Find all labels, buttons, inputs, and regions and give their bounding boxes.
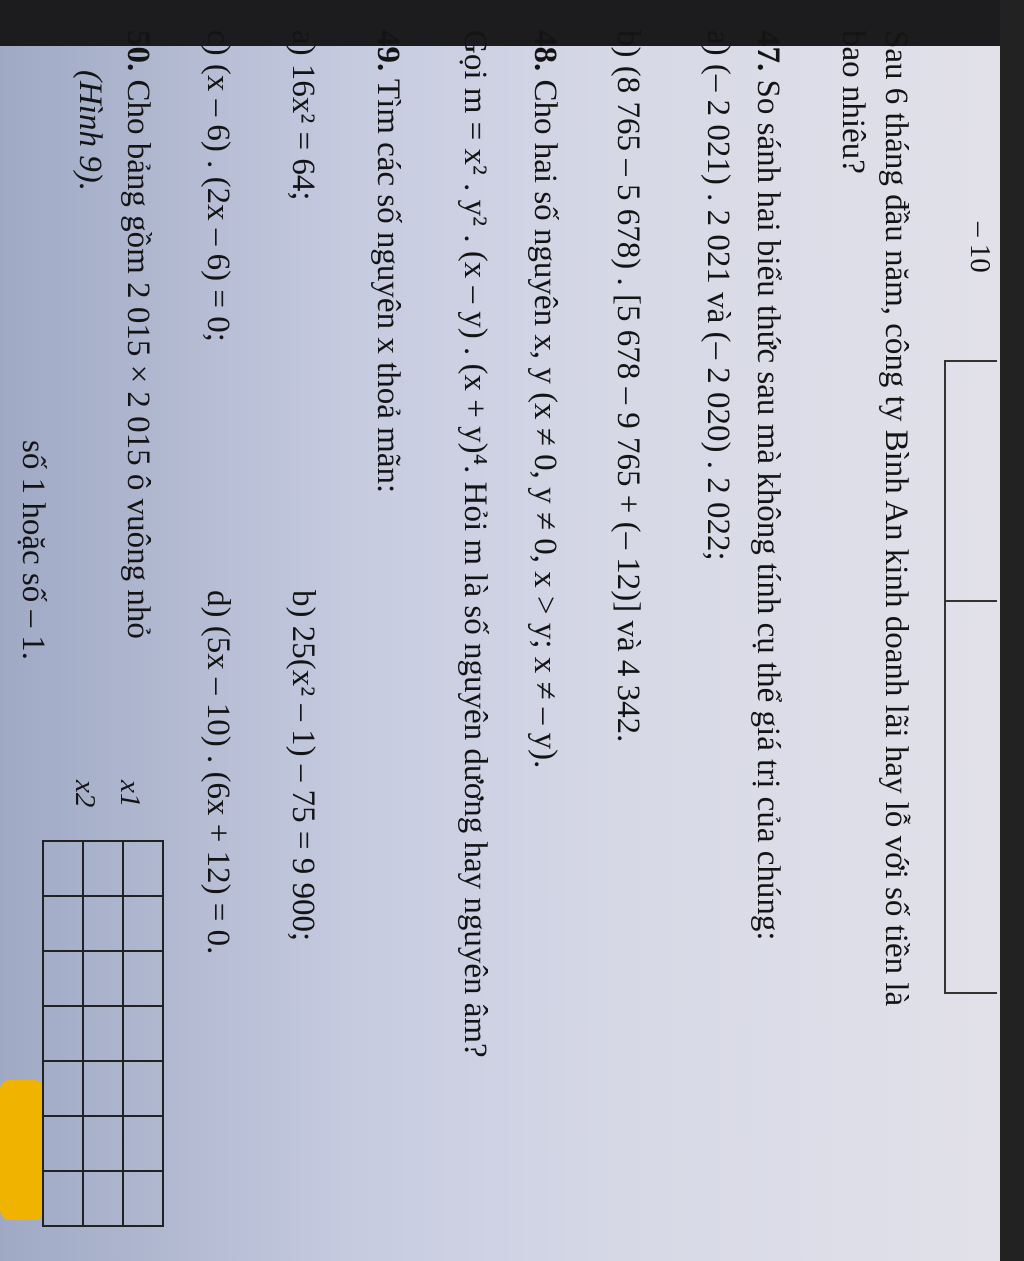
grid-cell <box>123 951 163 1006</box>
problem-50-figure-ref: (Hình 9). <box>72 70 108 191</box>
grid-label-x2: x2 <box>69 780 101 808</box>
problem-50-partial: số 1 hoặc số – 1. <box>15 440 51 660</box>
problem-47-number: 47. <box>750 30 786 72</box>
grid-row <box>43 841 83 1226</box>
grid-cell <box>83 1116 123 1171</box>
grid-row <box>123 841 163 1226</box>
grid-row <box>83 841 123 1226</box>
problem-47-stem: So sánh hai biểu thức sau mà không tính cụ thể giá trị của chúng: <box>750 79 786 941</box>
problem-46-line1: Sau 6 tháng đầu năm, công ty Bình An kinh doanh lãi hay lỗ với số tiền là <box>878 30 914 1007</box>
grid-cell <box>43 951 83 1006</box>
table-divider <box>946 600 997 602</box>
problem-47-b: b) (8 765 – 5 678) . [5 678 – 9 765 + (– 12)] và 4 342. <box>610 30 646 743</box>
problem-49-d: d) (5x – 10) . (6x + 12) = 0. <box>200 590 236 955</box>
grid-cell <box>43 1116 83 1171</box>
problem-48-number: 48. <box>527 30 563 72</box>
problem-49-b: b) 25(x² – 1) – 75 = 9 900; <box>285 590 321 942</box>
grid-cell <box>123 1116 163 1171</box>
problem-49-number: 49. <box>370 30 406 72</box>
grid-cell <box>83 951 123 1006</box>
grid-cell <box>43 1061 83 1116</box>
grid-cell <box>43 1171 83 1226</box>
grid-cell <box>123 1006 163 1061</box>
grid-cell <box>83 1171 123 1226</box>
grid-label-x1: x1 <box>114 780 146 808</box>
problem-49-a: a) 16x² = 64; <box>285 30 321 201</box>
grid-cell <box>43 841 83 896</box>
problem-49-c: c) (x – 6) . (2x – 6) = 0; <box>200 30 236 342</box>
grid-cell <box>123 841 163 896</box>
problem-50-number: 50. <box>120 30 156 72</box>
grid-cell <box>83 896 123 951</box>
grid-cell <box>43 1006 83 1061</box>
problem-49-stem: Tìm các số nguyên x thoả mãn: <box>370 78 406 494</box>
highlighter-mark <box>0 1080 44 1220</box>
grid-cell <box>43 896 83 951</box>
grid-cell <box>83 1006 123 1061</box>
problem-50-stem: Cho bảng gồm 2 015 × 2 015 ô vuông nhỏ <box>120 79 156 639</box>
problem-48-stem: Cho hai số nguyên x, y (x ≠ 0, y ≠ 0, x > y; x ≠ – y). <box>527 79 563 769</box>
grid-cell <box>123 1171 163 1226</box>
table-value: – 10 <box>964 222 996 273</box>
problem-48-question: Gọi m = x² . y² . (x – y) . (x + y)⁴. Hỏi m là số nguyên dương hay nguyên âm? <box>457 30 493 1058</box>
grid-cell <box>83 1061 123 1116</box>
grid-cell <box>83 841 123 896</box>
problem-47-a: a) (– 2 021) . 2 021 và (– 2 020) . 2 022; <box>700 30 736 561</box>
grid-cell <box>123 1061 163 1116</box>
figure-9-grid <box>42 840 164 1227</box>
previous-table-box <box>944 222 997 994</box>
grid-cell <box>123 896 163 951</box>
problem-46-line2: bao nhiêu? <box>835 30 871 174</box>
